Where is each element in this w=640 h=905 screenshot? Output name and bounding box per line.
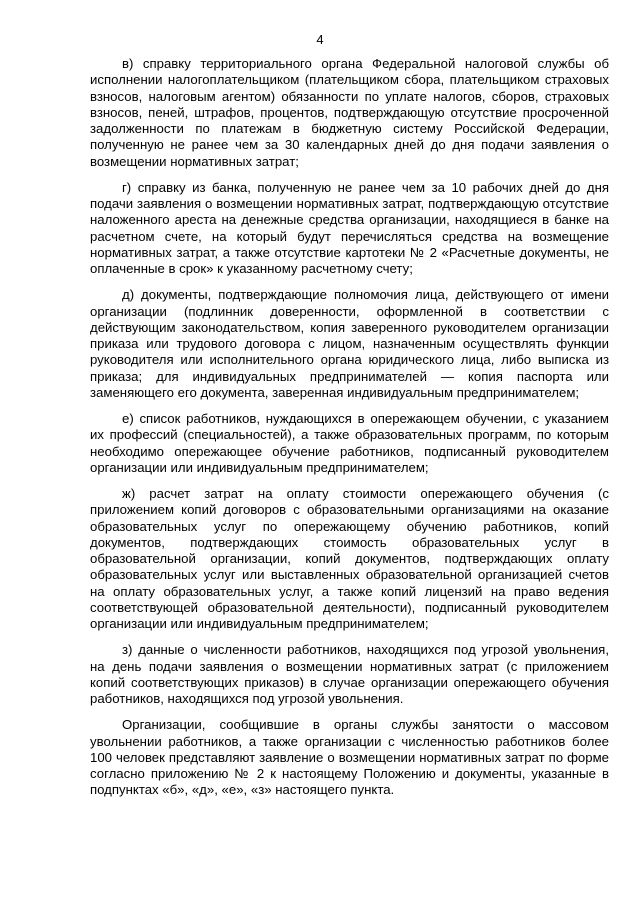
paragraph-zh: ж) расчет затрат на оплату стоимости опережающего обучения (с приложением копий договоров с образовательными организациями на оказание образовательных услуг по опережающему обучению работников, копий документов, подтверждающих стоимость образовательных услуг в образовательной организации, копий документов, подтверждающих оплату образовательных услуг или выставленных образовательной организацией счетов на оплату образовательных услуг, а также копий лицензий на право ведения соответствующей образовательной деятельности), подписанный руководителем организации или индивидуальным предпринимателем; <box>90 486 609 631</box>
document-body <box>90 56 609 809</box>
paragraph-z: з) данные о численности работников, находящихся под угрозой увольнения, на день подачи заявления о возмещении нормативных затрат (с приложением копий соответствующих приказов) в случае организации опережающего обучения работников, находящихся под угрозой увольнения. <box>90 642 609 706</box>
paragraph-organizations: Организации, сообщившие в органы службы занятости о массовом увольнении работников, а также организации с численностью работников более 100 человек представляют заявление о возмещении нормативных затрат по форме согласно приложению № 2 к настоящему Положению и документы, указанные в подпунктах «б», «д», «е», «з» настоящего пункта. <box>90 717 609 798</box>
paragraph-g: г) справку из банка, полученную не ранее чем за 10 рабочих дней до дня подачи заявления о возмещении нормативных затрат, подтверждающую отсутствие наложенного ареста на денежные средства организации, находящиеся в банке на расчетном счете, на который будут перечисляться средства на возмещение нормативных затрат, а также отсутствие картотеки № 2 «Расчетные документы, не оплаченные в срок» к указанному расчетному счету; <box>90 179 609 276</box>
paragraph-e: е) список работников, нуждающихся в опережающем обучении, с указанием их профессий (специальностей), а также образовательных программ, по которым необходимо опережающее обучение работников, подписанный руководителем организации или индивидуальным предпринимателем; <box>90 411 609 475</box>
page-number: 4 <box>316 32 324 47</box>
paragraph-d: д) документы, подтверждающие полномочия лица, действующего от имени организации (подлинник доверенности, оформленной в соответствии с действующим законодательством, копия заверенного руководителем организации приказа или трудового договора с лицом, назначенным осуществлять функции руководителя или исполнительного органа юридического лица, либо выписка из приказа; для индивидуальных предпринимателей — копия паспорта или заменяющего его документа, заверенная индивидуальным предпринимателем; <box>90 287 609 400</box>
paragraph-v: в) справку территориального органа Федеральной налоговой службы об исполнении налогоплательщиком (плательщиком сбора, плательщиком страховых взносов, налоговым агентом) обязанности по уплате налогов, сборов, страховых взносов, пеней, штрафов, процентов, подтверждающую отсутствие просроченной задолженности по платежам в бюджетную систему Российской Федерации, полученную не ранее чем за 30 календарных дней до дня подачи заявления о возмещении нормативных затрат; <box>90 56 609 169</box>
